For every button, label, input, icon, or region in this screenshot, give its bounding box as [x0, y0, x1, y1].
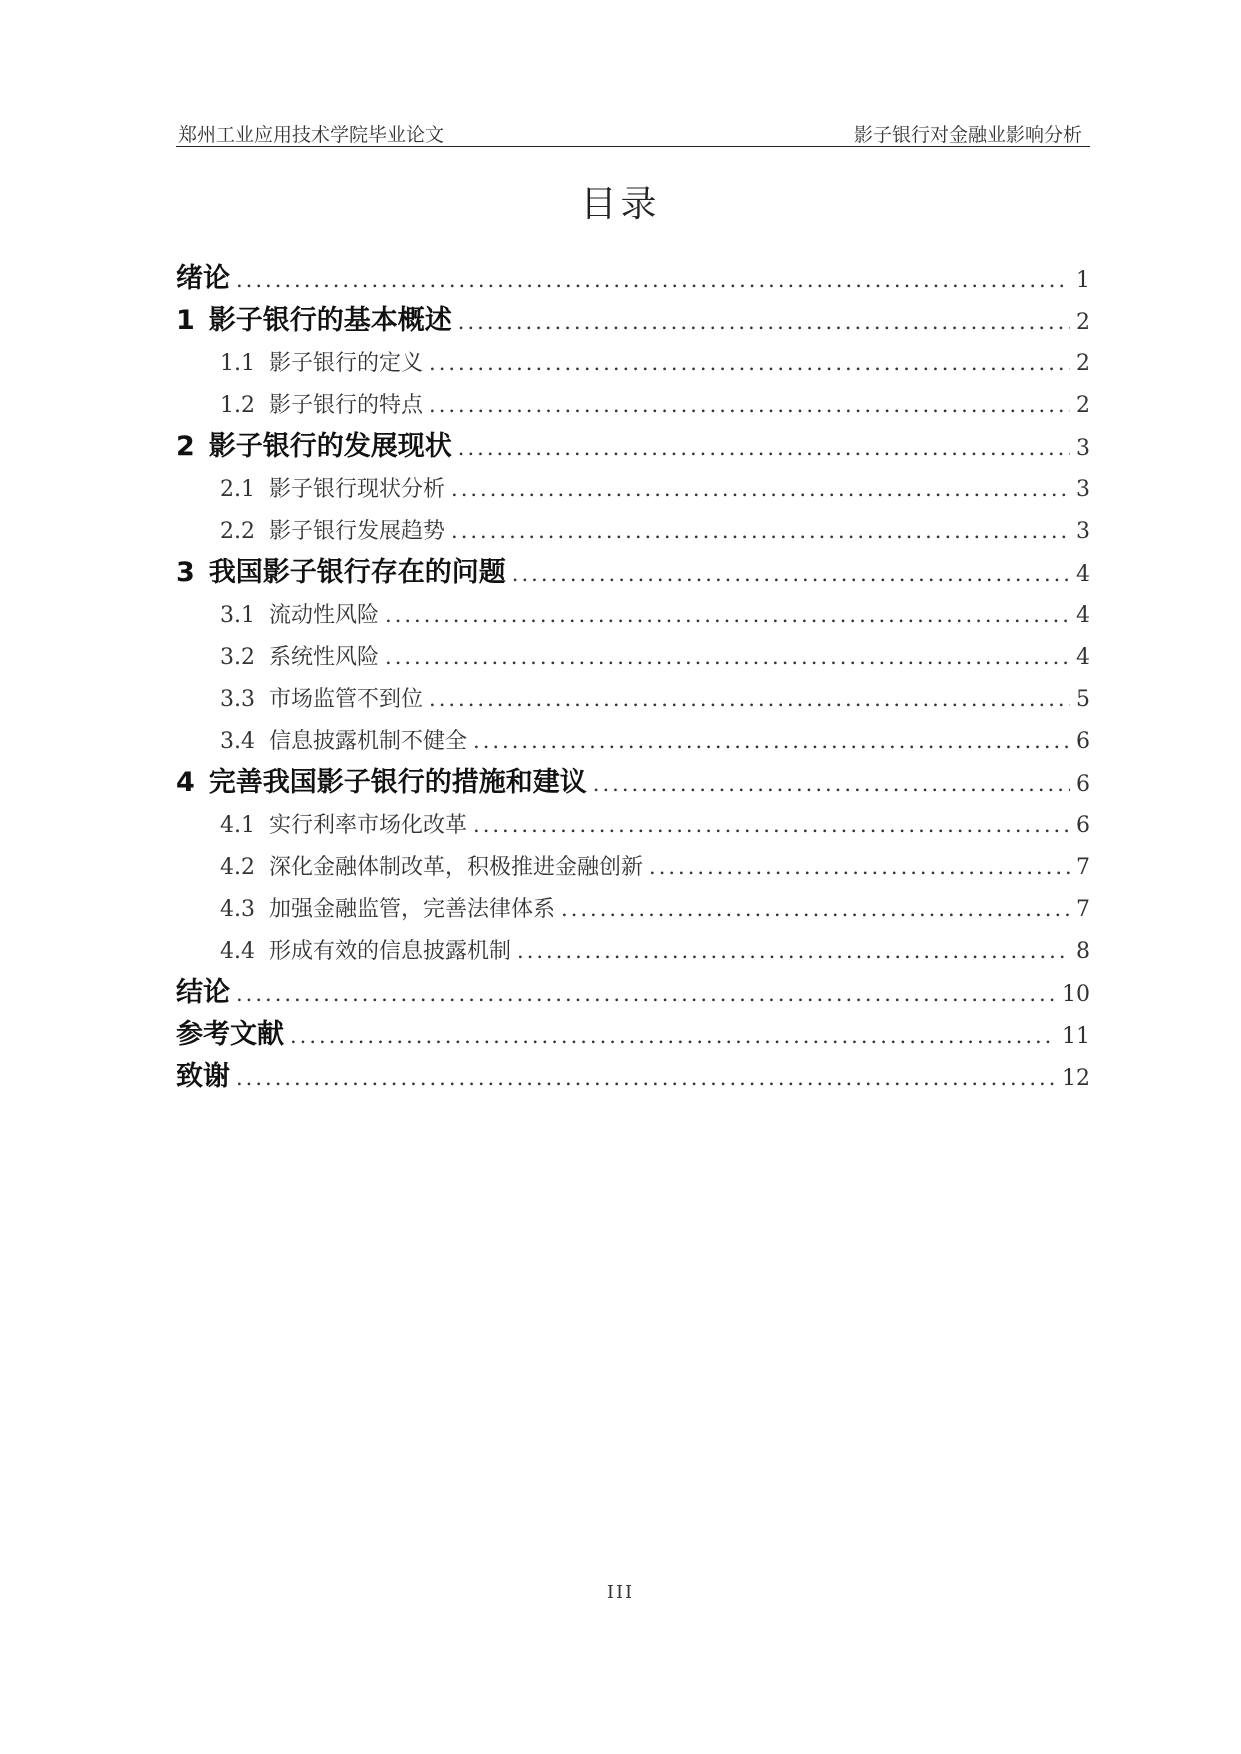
toc-entry-page: 5 — [1076, 687, 1090, 712]
toc-dot-leader — [429, 384, 1070, 426]
toc-entry-title: 形成有效的信息披露机制 — [269, 939, 512, 964]
toc-entry-title: 影子银行的定义 — [269, 351, 424, 376]
toc-entry-page: 7 — [1076, 897, 1090, 922]
toc-entry-number: 4.4 — [220, 939, 255, 964]
toc-entry-number: 3.3 — [220, 687, 255, 712]
toc-entry-page: 7 — [1076, 855, 1090, 880]
toc-section-entry[interactable] — [176, 636, 1090, 678]
toc-section-entry[interactable] — [176, 384, 1090, 426]
header-thesis-title: 影子银行对金融业影响分析 — [853, 124, 1082, 146]
toc-entry-number: 4.1 — [220, 813, 255, 838]
toc-dot-leader — [451, 468, 1070, 510]
toc-entry-title: 信息披露机制不健全 — [269, 729, 468, 754]
toc-entry-number: 3.2 — [220, 645, 255, 670]
toc-entry-number: 3 — [176, 557, 195, 588]
toc-dot-leader — [458, 427, 1070, 469]
toc-entry-page: 11 — [1062, 1024, 1090, 1049]
toc-dot-leader — [517, 930, 1070, 972]
toc-entry-page: 3 — [1076, 477, 1090, 502]
toc-entry-number: 3.1 — [220, 603, 255, 628]
header-school: 郑州工业应用技术学院毕业论文 — [178, 124, 445, 146]
toc-entry-number: 2.1 — [220, 477, 255, 502]
toc-entry-number: 1.1 — [220, 351, 255, 376]
toc-chapter-entry[interactable] — [176, 300, 1090, 342]
toc-section-entry[interactable] — [176, 468, 1090, 510]
toc-dot-leader — [429, 342, 1070, 384]
toc-entry-page: 12 — [1062, 1066, 1090, 1091]
toc-dot-leader — [385, 594, 1070, 636]
toc-dot-leader — [290, 1015, 1056, 1057]
toc-entry-title: 结论 — [176, 977, 230, 1008]
toc-entry-title: 加强金融监管，完善法律体系 — [269, 897, 556, 922]
toc-chapter-entry[interactable] — [176, 426, 1090, 468]
page-header — [176, 116, 1090, 147]
toc-entry-title: 流动性风险 — [269, 603, 380, 628]
toc-section-entry[interactable] — [176, 510, 1090, 552]
toc-entry-title: 致谢 — [176, 1061, 230, 1092]
toc-chapter-entry[interactable] — [176, 1014, 1090, 1056]
toc-chapter-entry[interactable] — [176, 552, 1090, 594]
toc-entry-number: 4.2 — [220, 855, 255, 880]
toc-chapter-entry[interactable] — [176, 972, 1090, 1014]
toc-section-entry[interactable] — [176, 804, 1090, 846]
toc-entry-title: 完善我国影子银行的措施和建议 — [208, 767, 587, 798]
toc-entry-page: 3 — [1076, 519, 1090, 544]
toc-dot-leader — [451, 510, 1070, 552]
toc-entry-page: 4 — [1076, 603, 1090, 628]
toc-entry-page: 10 — [1062, 982, 1090, 1007]
toc-entry-page: 2 — [1076, 310, 1090, 335]
toc-section-entry[interactable] — [176, 888, 1090, 930]
toc-entry-title: 影子银行的特点 — [269, 393, 424, 418]
toc-entry-number: 4.3 — [220, 897, 255, 922]
toc-chapter-entry[interactable] — [176, 1056, 1090, 1098]
toc-entry-title: 影子银行的基本概述 — [208, 305, 452, 336]
page-number: III — [606, 1582, 635, 1603]
toc-entry-page: 4 — [1076, 645, 1090, 670]
toc-chapter-entry[interactable] — [176, 258, 1090, 300]
toc-dot-leader — [649, 846, 1070, 888]
toc-entry-number: 1.2 — [220, 393, 255, 418]
toc-entry-title: 市场监管不到位 — [269, 687, 424, 712]
toc-entry-title: 系统性风险 — [269, 645, 380, 670]
toc-dot-leader — [473, 720, 1070, 762]
toc-entry-page: 8 — [1076, 939, 1090, 964]
toc-entry-title: 深化金融体制改革，积极推进金融创新 — [269, 855, 644, 880]
toc-section-entry[interactable] — [176, 342, 1090, 384]
toc-dot-leader — [458, 301, 1070, 343]
toc-section-entry[interactable] — [176, 930, 1090, 972]
toc-entry-page: 1 — [1076, 268, 1090, 293]
toc-entry-title: 绪论 — [176, 263, 230, 294]
table-of-contents — [176, 258, 1090, 1098]
toc-title: 目录 — [580, 184, 661, 225]
toc-entry-title: 我国影子银行存在的问题 — [208, 557, 506, 588]
toc-entry-page: 2 — [1076, 351, 1090, 376]
toc-entry-page: 6 — [1076, 772, 1090, 797]
toc-entry-title: 参考文献 — [176, 1019, 284, 1050]
toc-dot-leader — [236, 1057, 1056, 1099]
toc-entry-page: 6 — [1076, 729, 1090, 754]
toc-entry-page: 6 — [1076, 813, 1090, 838]
toc-entry-number: 3.4 — [220, 729, 255, 754]
toc-section-entry[interactable] — [176, 678, 1090, 720]
toc-section-entry[interactable] — [176, 594, 1090, 636]
toc-dot-leader — [236, 973, 1056, 1015]
toc-dot-leader — [561, 888, 1070, 930]
toc-entry-page: 3 — [1076, 436, 1090, 461]
toc-dot-leader — [236, 259, 1070, 301]
toc-entry-number: 1 — [176, 305, 195, 336]
toc-entry-number: 4 — [176, 767, 195, 798]
toc-entry-page: 4 — [1076, 562, 1090, 587]
toc-section-entry[interactable] — [176, 846, 1090, 888]
toc-entry-number: 2.2 — [220, 519, 255, 544]
toc-section-entry[interactable] — [176, 720, 1090, 762]
toc-entry-page: 2 — [1076, 393, 1090, 418]
toc-dot-leader — [593, 763, 1070, 805]
toc-entry-title: 影子银行发展趋势 — [269, 519, 446, 544]
toc-dot-leader — [429, 678, 1070, 720]
toc-entry-title: 影子银行的发展现状 — [208, 431, 452, 462]
toc-dot-leader — [473, 804, 1070, 846]
toc-entry-title: 实行利率市场化改革 — [269, 813, 468, 838]
toc-entry-number: 2 — [176, 431, 195, 462]
toc-dot-leader — [385, 636, 1070, 678]
toc-entry-title: 影子银行现状分析 — [269, 477, 446, 502]
toc-dot-leader — [512, 553, 1070, 595]
toc-chapter-entry[interactable] — [176, 762, 1090, 804]
